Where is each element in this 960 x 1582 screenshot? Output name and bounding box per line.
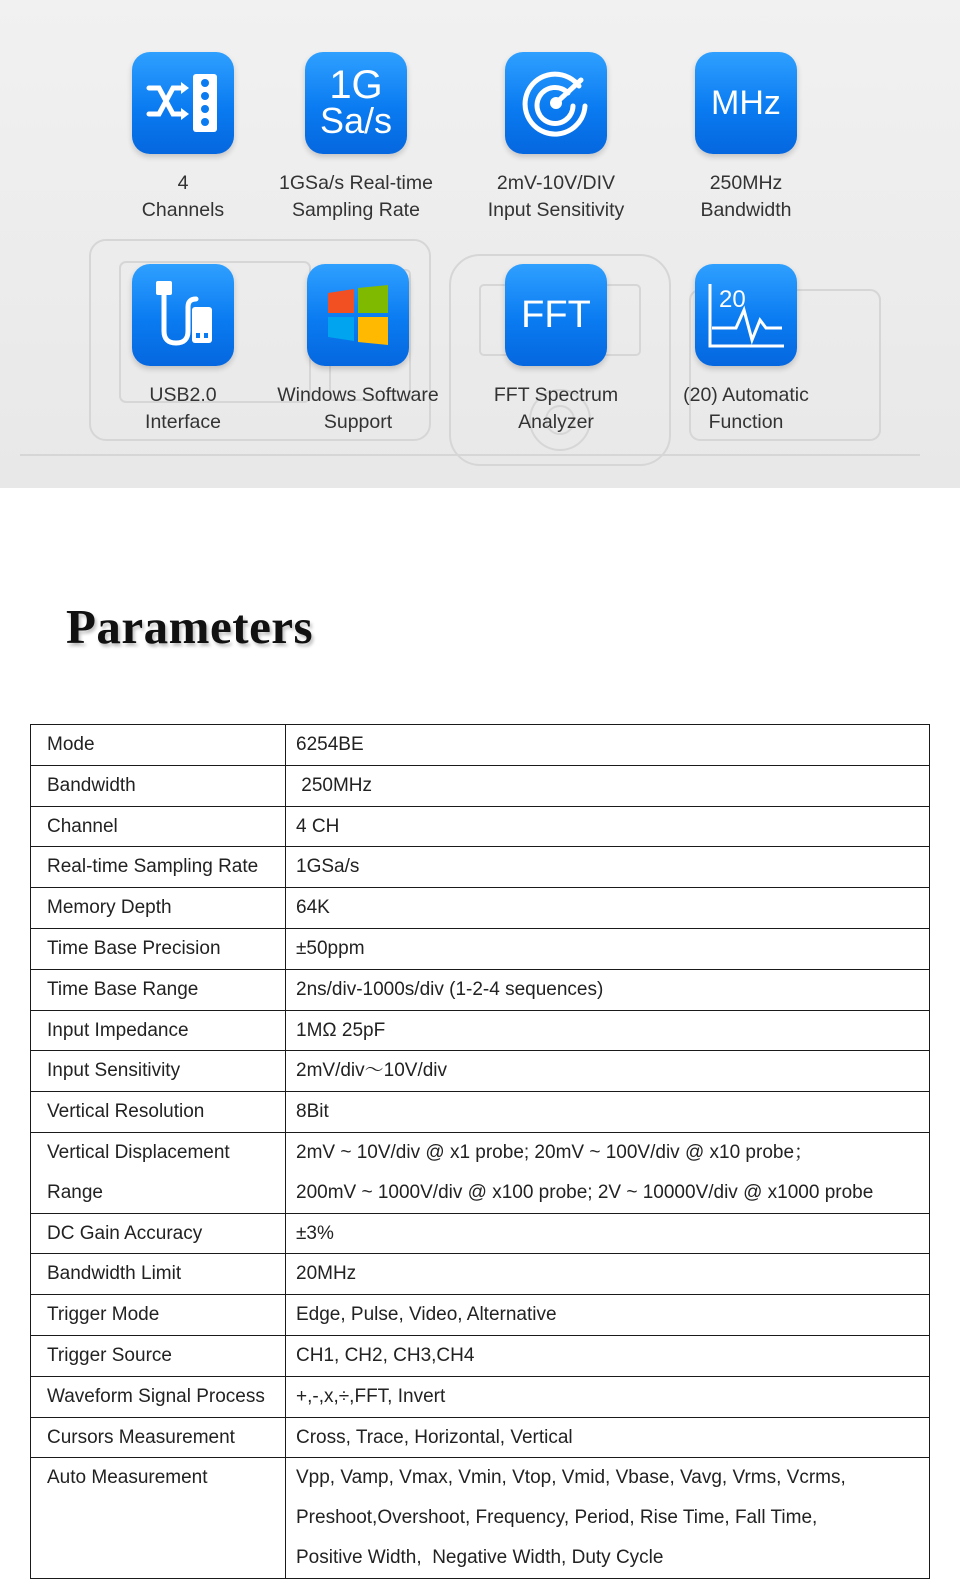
tile-text: FFT: [521, 293, 591, 336]
feature-line-2: Interface: [145, 411, 221, 433]
parameter-value-line: 200mV ~ 1000V/div @ x100 probe; 2V ~ 10000V/div @ x1000 probe: [296, 1181, 874, 1203]
parameter-value-line: ±3%: [296, 1222, 334, 1244]
table-row: [31, 806, 930, 847]
waveform-20-icon: [695, 264, 797, 366]
feature-line-2: Function: [708, 411, 784, 433]
table-row: [31, 1295, 930, 1336]
parameter-name: Channel: [31, 806, 286, 847]
feature-line-2: Analyzer: [518, 411, 594, 433]
feature-line-2: Bandwidth: [700, 199, 792, 221]
feature-channels: [83, 52, 283, 224]
parameter-value-line: 64K: [296, 897, 330, 919]
table-row: [31, 765, 930, 806]
parameter-value: [286, 888, 930, 929]
parameter-name: Trigger Mode: [31, 1295, 286, 1336]
parameter-name: Vertical Resolution: [31, 1092, 286, 1133]
parameter-value: [286, 1376, 930, 1417]
parameter-value: [286, 1417, 930, 1458]
feature-windows: [258, 264, 458, 436]
table-row: [31, 1092, 930, 1133]
table-row: [31, 1213, 930, 1254]
parameter-name: Input Impedance: [31, 1010, 286, 1051]
parameter-value-line: 4 CH: [296, 815, 340, 837]
parameter-name: Bandwidth: [31, 765, 286, 806]
parameter-value-line: Positive Width, Negative Width, Duty Cycle: [296, 1546, 664, 1568]
parameter-value: [286, 1132, 930, 1213]
parameter-value-line: +,-,x,÷,FFT, Invert: [296, 1385, 446, 1407]
feature-input-sensitivity: [456, 52, 656, 224]
feature-sampling-rate: [256, 52, 456, 224]
feature-line-1: (20) Automatic: [683, 384, 809, 406]
table-row: [31, 1458, 930, 1578]
parameter-name: Waveform Signal Process: [31, 1376, 286, 1417]
parameters-table-body: [31, 725, 930, 1579]
parameter-value-line: ±50ppm: [296, 937, 365, 959]
table-row: [31, 1335, 930, 1376]
parameter-value-line: 2ns/div-1000s/div (1-2-4 sequences): [296, 978, 604, 1000]
feature-line-1: 4: [177, 172, 189, 194]
table-row: [31, 847, 930, 888]
parameter-name: Cursors Measurement: [31, 1417, 286, 1458]
parameter-value: [286, 969, 930, 1010]
table-row: [31, 1010, 930, 1051]
feature-bandwidth: [646, 52, 846, 224]
parameter-value: [286, 1254, 930, 1295]
parameter-value: [286, 765, 930, 806]
parameter-value-line: 250MHz: [296, 774, 373, 796]
table-row: [31, 1254, 930, 1295]
table-row: [31, 1132, 930, 1213]
parameter-value-line: Cross, Trace, Horizontal, Vertical: [296, 1426, 573, 1448]
parameter-value: [286, 1458, 930, 1578]
usb-icon: [132, 264, 234, 366]
feature-line-1: 1GSa/s Real-time: [279, 172, 433, 194]
table-row: [31, 1417, 930, 1458]
table-row: [31, 888, 930, 929]
parameter-name: Input Sensitivity: [31, 1051, 286, 1092]
parameter-value: [286, 725, 930, 766]
parameter-name: Time Base Precision: [31, 928, 286, 969]
parameter-value-line: 2mV/div～10V/div: [296, 1060, 448, 1082]
parameter-value-line: CH1, CH2, CH3,CH4: [296, 1344, 475, 1366]
parameter-value-line: 1GSa/s: [296, 856, 360, 878]
feature-line-1: 250MHz: [709, 172, 783, 194]
sampling-rate-icon: [305, 52, 407, 154]
feature-line-2: Channels: [141, 199, 225, 221]
parameter-name: Trigger Source: [31, 1335, 286, 1376]
parameter-value: [286, 1092, 930, 1133]
parameter-value-line: 6254BE: [296, 734, 364, 755]
feature-line-1: 2mV-10V/DIV: [496, 172, 616, 194]
feature-line-2: Sampling Rate: [292, 199, 420, 221]
tile-bottom-text: Sa/s: [319, 100, 393, 141]
parameter-value: [286, 928, 930, 969]
parameter-value: [286, 806, 930, 847]
parameter-value: [286, 847, 930, 888]
parameter-value-line: Edge, Pulse, Video, Alternative: [296, 1304, 557, 1326]
feature-line-2: Support: [323, 411, 393, 433]
table-row: [31, 1051, 930, 1092]
table-row: [31, 725, 930, 766]
feature-line-1: USB2.0: [149, 384, 217, 406]
feature-usb: [83, 264, 283, 436]
parameter-name: Memory Depth: [31, 888, 286, 929]
parameter-value-line: 2mV ~ 10V/div @ x1 probe; 20mV ~ 100V/div @ x10 probe；: [296, 1141, 814, 1163]
page-title: Parameters: [66, 599, 314, 654]
parameter-name: Real-time Sampling Rate: [31, 847, 286, 888]
parameter-name: Bandwidth Limit: [31, 1254, 286, 1295]
table-row: [31, 1376, 930, 1417]
tile-text: 20: [719, 286, 746, 313]
parameter-value-line: 20MHz: [296, 1263, 357, 1285]
channels-icon: [132, 52, 234, 154]
parameter-value: [286, 1335, 930, 1376]
tile-top-text: 1G: [329, 63, 383, 107]
table-row: [31, 928, 930, 969]
parameter-value: [286, 1010, 930, 1051]
radar-icon: [505, 52, 607, 154]
parameter-value: [286, 1213, 930, 1254]
fft-icon: [505, 264, 607, 366]
feature-auto-function: [646, 264, 846, 436]
tile-text: MHz: [711, 83, 781, 122]
parameter-value-line: 8Bit: [296, 1101, 329, 1123]
parameter-name: Vertical Displacement Range: [31, 1132, 286, 1213]
table-row: [31, 969, 930, 1010]
feature-line-1: Windows Software: [277, 384, 439, 406]
mhz-icon: [695, 52, 797, 154]
parameter-value-line: 1MΩ 25pF: [296, 1019, 386, 1041]
parameters-table: [30, 724, 930, 1579]
parameter-name: Time Base Range: [31, 969, 286, 1010]
parameter-value-line: Vpp, Vamp, Vmax, Vmin, Vtop, Vmid, Vbase, Vavg, Vrms, Vcrms,: [296, 1467, 846, 1489]
parameter-value: [286, 1295, 930, 1336]
parameter-name: Mode: [31, 725, 286, 766]
parameter-name: DC Gain Accuracy: [31, 1213, 286, 1254]
parameter-value: [286, 1051, 930, 1092]
feature-line-1: FFT Spectrum: [493, 384, 619, 406]
features-banner: [0, 0, 960, 488]
feature-fft: [456, 264, 656, 436]
feature-line-2: Input Sensitivity: [487, 199, 625, 221]
parameter-value-line: Preshoot,Overshoot, Frequency, Period, Rise Time, Fall Time,: [296, 1507, 818, 1529]
windows-icon: [307, 264, 409, 366]
parameter-name: Auto Measurement: [31, 1458, 286, 1578]
